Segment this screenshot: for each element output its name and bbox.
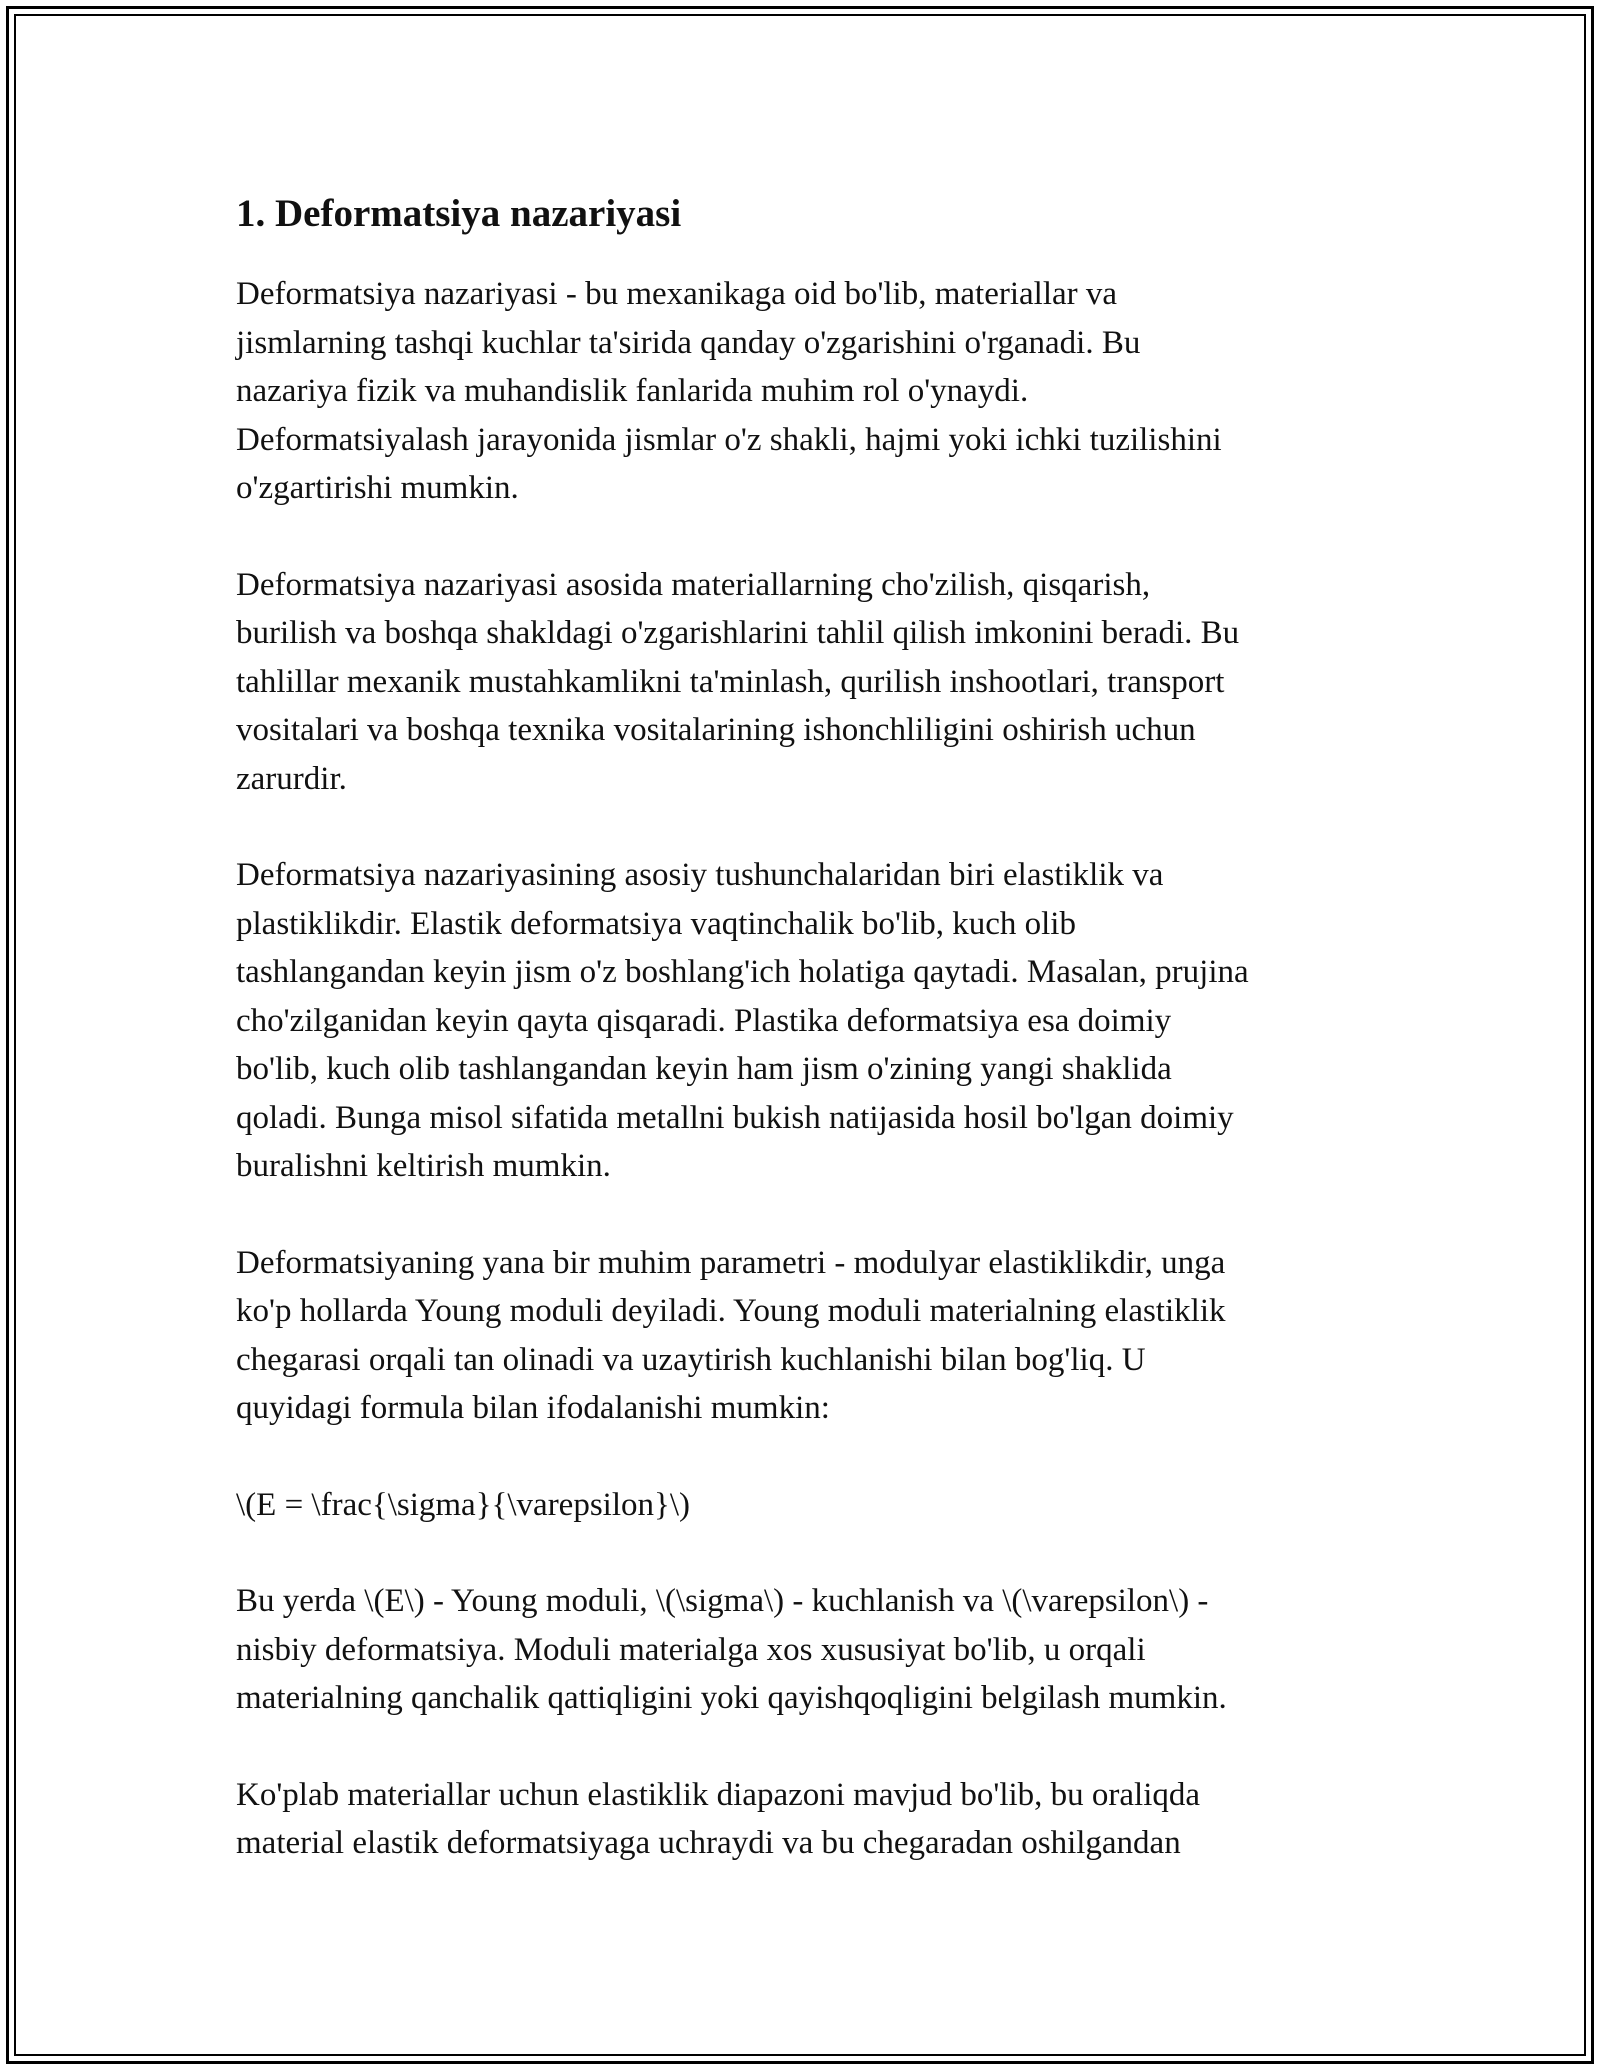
paragraph-formula-explanation: Bu yerda \(E\) - Young moduli, \(\sigma\) - kuchlanish va \(\varepsilon\) - nisbiy deformatsiya. Moduli materialga xos xususiyat bo'lib, u orqali materialning qanchalik qattiqligini yoki qayishqoqligini belgilash mumkin. [236,1583,1227,1716]
paragraph-young-modulus: Deformatsiyaning yana bir muhim parametri - modulyar elastiklikdir, unga ko'p hollarda Young moduli deyiladi. Young moduli materialning elastiklik chegarasi orqali tan olinadi va uzaytirish kuchlanishi bilan bog'liq. U quyidagi formula bilan ifodalanishi mumkin: [236,1244,1226,1426]
paragraph-elasticity-plasticity: Deformatsiya nazariyasining asosiy tushunchalaridan biri elastiklik va plastiklikdir. Elastik deformatsiya vaqtinchalik bo'lib, kuch olib tashlangandan keyin jism o'z boshlang'ich holatiga qaytadi. Masalan, prujina cho'zilganidan keyin qayta qisqaradi. Plastika deformatsiya esa doimiy bo'lib, kuch olib tashlangandan keyin ham jism o'zining yangi shaklida qoladi. Bunga misol sifatida metallni bukish natijasida hosil bo'lgan doimiy buralishni keltirish mumkin. [236,857,1249,1184]
paragraph-intro: Deformatsiya nazariyasi - bu mexanikaga oid bo'lib, materiallar va jismlarning tashqi kuchlar ta'sirida qanday o'zgarishini o'rganadi. Bu nazariya fizik va muhandislik fanlarida muhim rol o'ynaydi. Deformatsiyalash jarayonida jismlar o'z shakli, hajmi yoki ichki tuzilishini o'zgartirishi mumkin. [236,276,1222,506]
paragraph-analysis: Deformatsiya nazariyasi asosida materiallarning cho'zilish, qisqarish, burilish va boshqa shakldagi o'zgarishlarini tahlil qilish imkonini beradi. Bu tahlillar mexanik mustahkamlikni ta'minlash, qurilish inshootlari, transport vositalari va boshqa texnika vositalarining ishonchliligini oshirish uchun zarurdir. [236,566,1240,797]
formula-line: \(E = \frac{\sigma}{\varepsilon}\) [236,1486,691,1523]
document-body [236,188,1366,1916]
section-heading: 1. Deformatsiya nazariyasi [236,192,682,235]
paragraph-elastic-range: Ko'plab materiallar uchun elastiklik diapazoni mavjud bo'lib, bu oraliqda material elastik deformatsiyaga uchraydi va bu chegaradan oshilgandan [236,1776,1201,1861]
